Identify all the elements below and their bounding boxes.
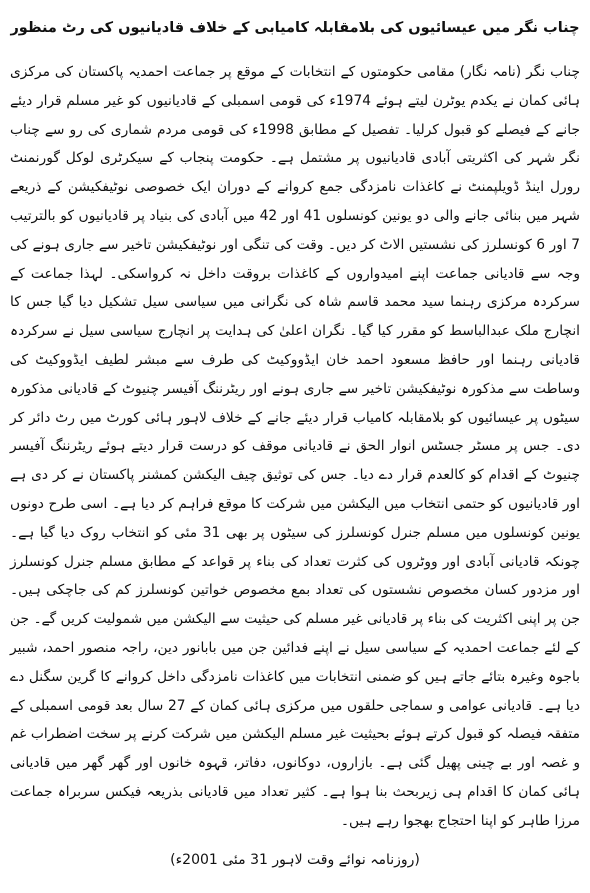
- source-citation: (روزنامہ نوائے وقت لاہور 31 مئی 2001ء): [170, 852, 420, 868]
- headline: چناب نگر میں عیسائیوں کی بلامقابلہ کامیابی کے خلاف قادیانیوں کی رٹ منظور: [10, 20, 580, 36]
- article-text: چناب نگر (نامہ نگار) مقامی حکومتوں کے انتخابات کے موقع پر جماعت احمدیہ پاکستان کی مرکزی ہائی کمان نے یکدم یوٹرن لیتے ہوئے 1974ء کی قومی اسمبلی کے قادیانیوں کو غیر مسلم قرار دیئے جانے کے فیصلے کو قبول کرلیا۔ تفصیل کے مطابق 1998ء کی قومی مردم شماری کی رو سے چناب نگر شہر کی اکثریتی آبادی قادیانیوں پر مشتمل ہے۔ حکومت پنجاب کے سیکرٹری لوکل گورنمنٹ رورل اینڈ ڈویلپمنٹ نے کاغذات نامزدگی جمع کروانے کے دوران ایک خصوصی نوٹیفکیشن کے ذریعے شہر میں بنائی جانے والی دو یونین کونسلوں 41 اور 42 میں آبادی کی بنیاد پر قادیانیوں کو بالترتیب 7 اور 6 کونسلرز کی نشستیں الاٹ کر دیں۔ وقت کی تنگی اور نوٹیفکیشن تاخیر سے جاری ہونے کی وجہ سے قادیانی جماعت اپنے امیدواروں کے کاغذات بروقت داخل نہ کرواسکی۔ لہذا جماعت کے سرکردہ مرکزی رہنما سید محمد قاسم شاہ کی نگرانی میں سیاسی سیل تشکیل دیا گیا جس کا انچارج ملک عبدالباسط کو مقرر کیا گیا۔ نگران اعلیٰ کی ہدایت پر انچارج سیاسی سیل نے سرکردہ قادیانی رہنما اور حافظ مسعود احمد خان ایڈووکیٹ کی طرف سے مبشر لطیف ایڈووکیٹ کی وساطت سے مذکورہ نوٹیفکیشن تاخیر سے جاری ہونے اور ریٹرننگ آفیسر چنیوٹ کے قادیانی مذکورہ سیٹوں پر عیسائیوں کو بلامقابلہ کامیاب قرار دیئے جانے کے خلاف لاہور ہائی کورٹ میں رٹ دائر کر دی۔ جس پر مسٹر جسٹس انوار الحق نے قادیانی موقف کو درست قرار دیتے ہوئے ریٹرننگ آفیسر چنیوٹ کے اقدام کو کالعدم قرار دے دیا۔ جس کی توثیق چیف الیکشن کمشنر پاکستان نے کر دی ہے اور قادیانیوں کو حتمی انتخاب میں الیکشن میں شرکت کا موقع فراہم کر دیا ہے۔ اسی طرح دونوں یونین کونسلوں میں مسلم جنرل کونسلرز کی سیٹوں پر بھی 31 مئی کو انتخاب روک دیا گیا ہے۔ چونکہ قادیانی آبادی اور ووٹروں کی کثرت تعداد کی بناء پر قواعد کے مطابق مسلم جنرل کونسلرز اور مزدور کسان مخصوص نشستوں کی تعداد بمع مخصوص خواتین کونسلرز کم کی جاچکی ہیں۔ جن پر اپنی اکثریت کی بناء پر قادیانی غیر مسلم کی حیثیت سے الیکشن میں شمولیت کریں گے۔ جن کے لئے جماعت احمدیہ کے سیاسی سیل نے اپنے فدائین جن میں بابانور دین، راجہ منصور احمد، شبیر باجوہ وغیرہ بتائے جاتے ہیں کو ضمنی انتخابات میں کاغذات نامزدگی داخل کروانے کا گرین سگنل دے دیا ہے۔ قادیانی عوامی و سماجی حلقوں میں مرکزی ہائی کمان کے 27 سال بعد قومی اسمبلی کے متفقہ فیصلہ کو قبول کرتے ہوئے بحیثیت غیر مسلم الیکشن میں شرکت کرنے پر سخت اضطراب غم و غصہ اور بے چینی پھیل گئی ہے۔ بازاروں، دوکانوں، دفاتر، قہوہ خانوں اور گھر گھر میں قادیانی ہائی کمان کا اقدام ہی زیربحث بنا ہوا ہے۔ کثیر تعداد میں قادیانی بذریعہ فیکس سربراہ جماعت مرزا طاہر کو اپنا احتجاج بھجوا رہے ہیں۔: [10, 64, 580, 829]
- article-body: [8, 58, 582, 836]
